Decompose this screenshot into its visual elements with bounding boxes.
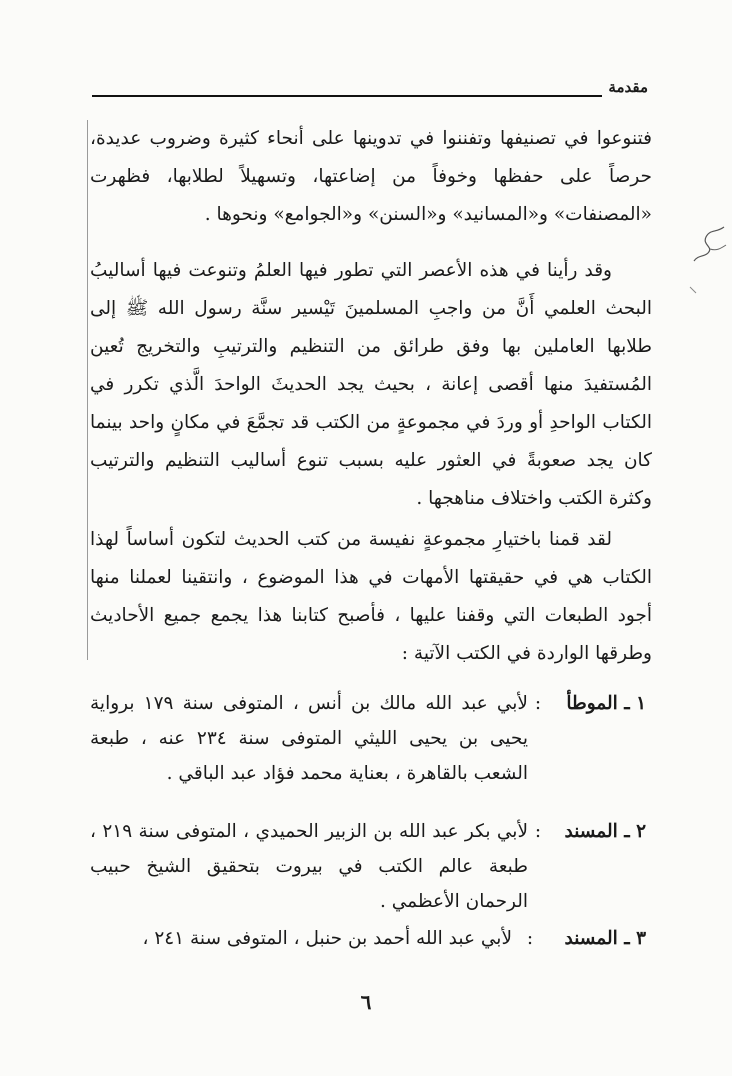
margin-pencil-line <box>87 120 88 660</box>
book-description: لأبي بكر عبد الله بن الزبير الحميدي ، المتوفى سنة ٢١٩ ، طبعة عالم الكتب في بيروت بتحقيق الشيخ حبيب الرحمان الأعظمي . <box>90 821 528 912</box>
book-entry <box>90 814 646 919</box>
paragraph-1: فتنوعوا في تصنيفها وتفننوا في تدوينها على أنحاء كثيرة وضروب عديدة، حرصاً على حفظها وخوفاً من إضاعتها، وتسهيلاً لطلابها، فظهرت «المصنفات» و«المسانيد» و«السنن» و«الجوامع» ونحوها . <box>90 128 652 225</box>
book-entry <box>90 686 646 791</box>
book-colon: : <box>534 821 542 842</box>
header-rule <box>92 95 602 97</box>
page-number: ٦ <box>360 990 372 1014</box>
margin-handwritten-mark <box>680 215 730 300</box>
running-header-title: مقدمة <box>608 78 648 96</box>
paragraph-2: وقد رأينا في هذه الأعصر التي تطور فيها العلمُ وتنوعت فيها أساليبُ البحث العلمي أَنَّ من واجبِ المسلمينَ تَيْسير سنَّة رسول الله ﷺ إلى طلابها العاملين بها وفق طرائق من التنظيم والترتيبِ والتخريج تُعين المُستفيدَ منها أقصى إعانة ، بحيث يجد الحديثَ الواحدَ الَّذي تكرر في الكتاب الواحدِ أو وردَ في مجموعةٍ من الكتب قد تجمَّعَ في مكانٍ واحد بينما كان يجد صعوبةً في العثور عليه بسبب تنوع أساليب التنظيم والترتيب وكثرة الكتب واختلاف مناهجها . <box>90 260 652 509</box>
book-label: ١ ـ الموطأ <box>566 693 646 714</box>
book-colon: : <box>526 928 534 949</box>
book-label: ٣ ـ المسند <box>564 928 646 949</box>
book-entry <box>90 921 646 956</box>
book-description: لأبي عبد الله أحمد بن حنبل ، المتوفى سنة ٢٤١ ، <box>142 928 512 949</box>
book-colon: : <box>534 693 542 714</box>
book-description: لأبي عبد الله مالك بن أنس ، المتوفى سنة ١٧٩ برواية يحيى بن يحيى الليثي المتوفى سنة ٢٣٤ عنه ، طبعة الشعب بالقاهرة ، بعناية محمد فؤاد عبد الباقي . <box>90 693 528 784</box>
book-label: ٢ ـ المسند <box>564 821 646 842</box>
paragraph-3: لقد قمنا باختيارِ مجموعةٍ نفيسة من كتب الحديث لتكون أساساً لهذا الكتاب هي في حقيقتها الأمهات في هذا الموضوع ، وانتقينا لعملنا منها أجود الطبعات التي وقفنا عليها ، فأصبح كتابنا هذا يجمع جميع الأحاديث وطرقها الواردة في الكتب الآتية : <box>90 529 652 664</box>
